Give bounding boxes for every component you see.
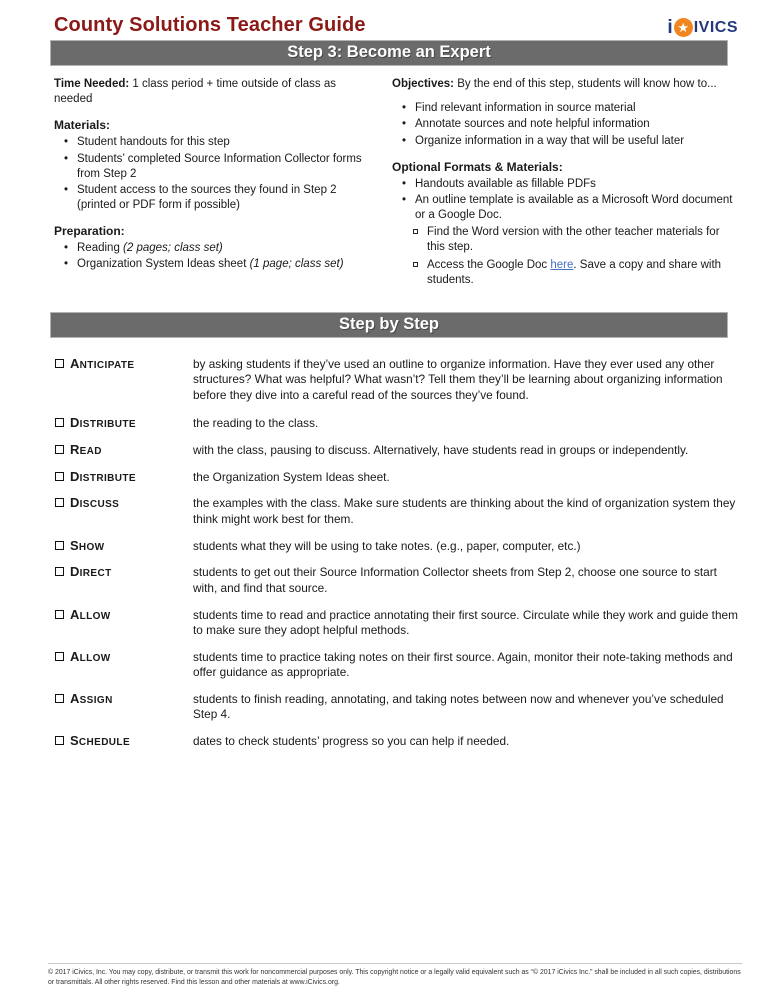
checkbox-icon [55, 418, 64, 427]
step-label: SCHEDULE [70, 732, 131, 748]
step-label: ANTICIPATE [70, 355, 135, 371]
bullet-icon: • [402, 193, 407, 206]
checkbox-icon [55, 694, 64, 703]
step-row [50, 539, 740, 554]
step-text: students time to read and practice annotating their first source. Circulate while they work and guide them to make sure they adopt helpful methods. [193, 607, 738, 637]
step-row [50, 608, 740, 639]
bullet-icon: • [64, 152, 69, 165]
checkbox-icon [55, 610, 64, 619]
bullet-icon: • [402, 177, 407, 190]
optional-formats-heading: Optional Formats & Materials: [392, 159, 563, 174]
overview-section [50, 77, 740, 290]
step-row [50, 565, 740, 596]
step-text: with the class, pausing to discuss. Alternatively, have students read in groups or independently. [193, 442, 689, 457]
list-item-text: Student handouts for this step [77, 136, 230, 149]
overview-right-column [392, 77, 740, 290]
step-text: students to get out their Source Information Collector sheets from Step 2, choose one source to start with, and find that source. [193, 565, 717, 595]
time-needed-text: 1 class period + time outside of class as needed [54, 78, 336, 106]
copyright-footer: © 2017 iCivics, Inc. You may copy, distribute, or transmit this work for noncommercial purposes only. This copyright notice or a legally valid equivalent such as “© 2017 iCivics Inc.” shall be included in all such copies, distributions or transmittals. All other rights reserved. Find this lesson and other materials at www.iCivics.org. [48, 963, 742, 988]
optional-formats-list [392, 177, 740, 224]
checkbox-icon [55, 498, 64, 507]
logo-star-icon: ★ [674, 18, 693, 37]
bullet-icon: • [64, 258, 69, 271]
bullet-icon: • [64, 183, 69, 196]
step-row [50, 650, 740, 681]
doc-title: County Solutions Teacher Guide [54, 14, 366, 36]
checkbox-icon [55, 567, 64, 576]
step-row [50, 496, 740, 527]
objectives-text: By the end of this step, students will know how to... [454, 78, 717, 90]
list-item [54, 183, 372, 213]
objectives [392, 77, 740, 92]
materials-heading: Materials: [54, 118, 111, 133]
preparation-list [54, 241, 372, 272]
bullet-icon: • [402, 118, 407, 131]
list-item [413, 258, 740, 288]
step-by-step-banner: Step by Step [50, 312, 728, 338]
list-item [392, 177, 740, 192]
logo-letters-rest: IVICS [693, 18, 738, 36]
checkbox-icon [55, 472, 64, 481]
list-item-text: Find relevant information in source material [415, 102, 636, 115]
step-text: dates to check students’ progress so you can help if needed. [193, 733, 510, 748]
step3-banner: Step 3: Become an Expert [50, 40, 728, 66]
checkbox-icon [55, 359, 64, 368]
bullet-icon: • [64, 136, 69, 149]
step-label: DISCUSS [70, 495, 120, 511]
time-needed [54, 77, 372, 107]
list-item-text: Reading (2 pages; class set) [77, 242, 223, 255]
list-item-text: Find the Word version with the other teacher materials for this step. [427, 226, 720, 254]
list-item-text: Access the Google Doc here. Save a copy and share with students. [427, 258, 722, 286]
masthead [50, 14, 740, 39]
step-label: DISTRIBUTE [70, 468, 136, 484]
list-item-text: An outline template is available as a Microsoft Word document or a Google Doc. [415, 193, 733, 222]
preparation-heading: Preparation: [54, 224, 125, 239]
square-bullet-icon [413, 229, 418, 234]
list-item [413, 225, 740, 255]
optional-sublist [392, 225, 740, 288]
step-by-step-list [50, 357, 740, 749]
step-row [50, 470, 740, 485]
step-label: DIRECT [70, 564, 112, 580]
square-bullet-icon [413, 262, 418, 267]
list-item-text: Student access to the sources they found in Step 2 (printed or PDF form if possible) [77, 183, 337, 212]
list-item-text: Organization System Ideas sheet (1 page; class set) [77, 258, 344, 271]
list-item-text: Students’ completed Source Information Collector forms from Step 2 [77, 152, 362, 180]
objectives-list [392, 101, 740, 149]
list-item [54, 257, 372, 272]
list-item [54, 135, 372, 150]
time-needed-label: Time Needed: [54, 78, 130, 90]
bullet-icon: • [402, 134, 407, 147]
list-item-text: Annotate sources and note helpful information [415, 118, 650, 131]
icivics-logo [667, 18, 738, 37]
bullet-icon: • [402, 102, 407, 115]
step-label: DISTRIBUTE [70, 414, 136, 430]
step-label: ALLOW [70, 606, 111, 622]
overview-left-column [54, 77, 372, 290]
step-row [50, 357, 740, 403]
list-item-text: Handouts available as fillable PDFs [415, 177, 596, 190]
checkbox-icon [55, 541, 64, 550]
list-item [54, 241, 372, 256]
step-label: SHOW [70, 537, 105, 553]
list-item [392, 193, 740, 223]
step-text: the examples with the class. Make sure students are thinking about the kind of organization system they think might work best for them. [193, 496, 736, 526]
step-text: students time to practice taking notes on their first source. Again, monitor their note-taking methods and offer guidance as appropriate. [193, 649, 733, 679]
list-item [392, 101, 740, 116]
bullet-icon: • [64, 242, 69, 255]
checkbox-icon [55, 652, 64, 661]
step-text: the Organization System Ideas sheet. [193, 469, 390, 484]
step-text: students to finish reading, annotating, and taking notes between now and whenever you’ve scheduled Step 4. [193, 691, 724, 722]
step-row [50, 734, 740, 749]
list-item [392, 134, 740, 149]
logo-letter-i: i [667, 17, 673, 38]
step-label: ALLOW [70, 648, 111, 664]
step-label: READ [70, 441, 102, 457]
step-label: ASSIGN [70, 690, 113, 706]
step-row [50, 416, 740, 431]
step-row [50, 692, 740, 723]
step-text: by asking students if they’ve used an outline to organize information. Have they ever used any other structures? What was helpful? What wasn’t? Tell them they’ll be learning about organizing information before they dive into a careful read of the sources they’ve found. [193, 356, 723, 402]
step-row [50, 443, 740, 458]
step-text: students what they will be using to take notes. (e.g., paper, computer, etc.) [193, 538, 581, 553]
list-item [392, 117, 740, 132]
google-doc-link[interactable]: here [550, 258, 574, 271]
step-text: the reading to the class. [193, 415, 319, 430]
checkbox-icon [55, 736, 64, 745]
materials-list [54, 135, 372, 213]
page-content [50, 14, 740, 761]
list-item [54, 152, 372, 182]
list-item-text: Organize information in a way that will be useful later [415, 134, 685, 147]
objectives-label: Objectives: [392, 78, 454, 90]
checkbox-icon [55, 445, 64, 454]
